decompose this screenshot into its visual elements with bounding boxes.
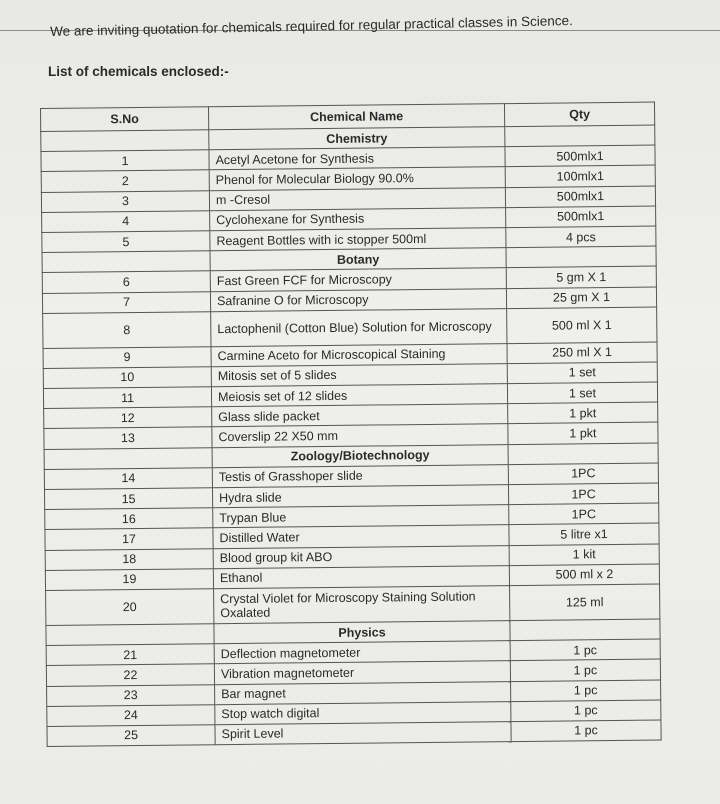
- cell-chemical-name: Trypan Blue: [213, 505, 509, 528]
- header-qty: Qty: [504, 102, 654, 127]
- cell-qty: 100mlx1: [505, 165, 655, 187]
- cell-chemical-name: Glass slide packet: [212, 404, 508, 427]
- cell-qty: 1 set: [507, 362, 657, 384]
- cell-chemical-name: Crystal Violet for Microscopy Staining Solution Oxalated: [214, 586, 510, 624]
- cell-qty: 1 pc: [511, 680, 661, 702]
- intro-text: We are inviting quotation for chemicals required for regular practical classes in Science.: [50, 13, 573, 39]
- cell-sno: 6: [42, 271, 210, 293]
- cell-qty: 1 pc: [510, 659, 660, 681]
- section-title: Chemistry: [209, 127, 505, 150]
- cell-qty: 25 gm X 1: [506, 287, 656, 309]
- cell-sno: 12: [44, 407, 212, 429]
- cell-sno: 22: [46, 664, 214, 686]
- cell-chemical-name: Spirit Level: [215, 721, 511, 744]
- cell-qty: 1PC: [508, 463, 658, 485]
- cell-sno: 13: [44, 427, 212, 449]
- cell-qty: 5 litre x1: [509, 523, 659, 545]
- cell-chemical-name: m -Cresol: [209, 187, 505, 210]
- section-qty-blank: [508, 443, 658, 465]
- cell-chemical-name: Carmine Aceto for Microscopical Staining: [211, 343, 507, 366]
- cell-qty: 125 ml: [510, 584, 660, 621]
- cell-sno: 1: [41, 150, 209, 172]
- cell-qty: 1 pc: [511, 720, 661, 742]
- cell-chemical-name: Lactophenil (Cotton Blue) Solution for Microscopy: [211, 308, 507, 346]
- cell-chemical-name: Safranine O for Microscopy: [210, 288, 506, 311]
- cell-chemical-name: Meiosis set of 12 slides: [211, 384, 507, 407]
- cell-chemical-name: Fast Green FCF for Microscopy: [210, 268, 506, 291]
- cell-qty: 5 gm X 1: [506, 266, 656, 288]
- cell-sno: 7: [42, 291, 210, 313]
- section-title: Physics: [214, 621, 510, 644]
- cell-sno: 3: [41, 190, 209, 212]
- cell-qty: 1 pc: [510, 639, 660, 661]
- cell-chemical-name: Deflection magnetometer: [214, 641, 510, 664]
- cell-qty: 250 ml X 1: [507, 342, 657, 364]
- cell-chemical-name: Reagent Bottles with ic stopper 500ml: [210, 228, 506, 251]
- cell-qty: 1PC: [508, 483, 658, 505]
- cell-qty: 1PC: [509, 503, 659, 525]
- cell-sno: 25: [47, 725, 215, 747]
- cell-qty: 1 set: [507, 382, 657, 404]
- cell-chemical-name: Ethanol: [213, 565, 509, 588]
- cell-chemical-name: Distilled Water: [213, 525, 509, 548]
- cell-chemical-name: Mitosis set of 5 slides: [211, 363, 507, 386]
- cell-sno: 10: [43, 367, 211, 389]
- cell-sno: 20: [46, 589, 214, 626]
- chemicals-table-wrapper: [40, 102, 661, 747]
- header-chemical-name: Chemical Name: [208, 104, 504, 130]
- cell-sno: 11: [43, 387, 211, 409]
- cell-qty: 1 pc: [511, 700, 661, 722]
- chemicals-table: [40, 102, 662, 747]
- table-body: [41, 125, 661, 746]
- cell-sno: 24: [47, 704, 215, 726]
- section-qty-blank: [505, 125, 655, 147]
- section-sno-blank: [46, 624, 214, 646]
- section-title: Zoology/Biotechnology: [212, 444, 508, 467]
- cell-chemical-name: Hydra slide: [212, 485, 508, 508]
- section-sno-blank: [44, 447, 212, 469]
- cell-sno: 21: [46, 644, 214, 666]
- cell-sno: 23: [47, 684, 215, 706]
- cell-sno: 5: [42, 231, 210, 253]
- cell-sno: 17: [45, 528, 213, 550]
- cell-qty: 500mlx1: [505, 145, 655, 167]
- cell-qty: 500mlx1: [505, 186, 655, 208]
- cell-qty: 500mlx1: [506, 206, 656, 228]
- cell-sno: 18: [45, 548, 213, 570]
- list-heading: List of chemicals enclosed:-: [48, 64, 229, 79]
- cell-chemical-name: Vibration magnetometer: [214, 661, 510, 684]
- section-sno-blank: [42, 251, 210, 273]
- cell-qty: 1 kit: [509, 544, 659, 566]
- cell-sno: 2: [41, 170, 209, 192]
- cell-chemical-name: Phenol for Molecular Biology 90.0%: [209, 167, 505, 190]
- cell-qty: 500 ml X 1: [507, 307, 657, 344]
- cell-chemical-name: Acetyl Acetone for Synthesis: [209, 147, 505, 170]
- section-title: Botany: [210, 248, 506, 271]
- cell-qty: 500 ml x 2: [509, 564, 659, 586]
- cell-qty: 4 pcs: [506, 226, 656, 248]
- cell-chemical-name: Stop watch digital: [215, 701, 511, 724]
- cell-sno: 16: [45, 508, 213, 530]
- cell-sno: 14: [44, 468, 212, 490]
- cell-chemical-name: Bar magnet: [215, 681, 511, 704]
- cell-qty: 1 pkt: [508, 402, 658, 424]
- cell-sno: 4: [42, 210, 210, 232]
- cell-chemical-name: Cyclohexane for Synthesis: [210, 207, 506, 230]
- section-qty-blank: [506, 246, 656, 268]
- section-sno-blank: [41, 130, 209, 152]
- cell-sno: 19: [45, 568, 213, 590]
- section-qty-blank: [510, 619, 660, 641]
- cell-qty: 1 pkt: [508, 422, 658, 444]
- cell-sno: 8: [43, 311, 211, 348]
- header-sno: S.No: [41, 107, 209, 132]
- cell-sno: 15: [44, 488, 212, 510]
- cell-sno: 9: [43, 346, 211, 368]
- cell-chemical-name: Coverslip 22 X50 mm: [212, 424, 508, 447]
- cell-chemical-name: Blood group kit ABO: [213, 545, 509, 568]
- cell-chemical-name: Testis of Grasshoper slide: [212, 464, 508, 487]
